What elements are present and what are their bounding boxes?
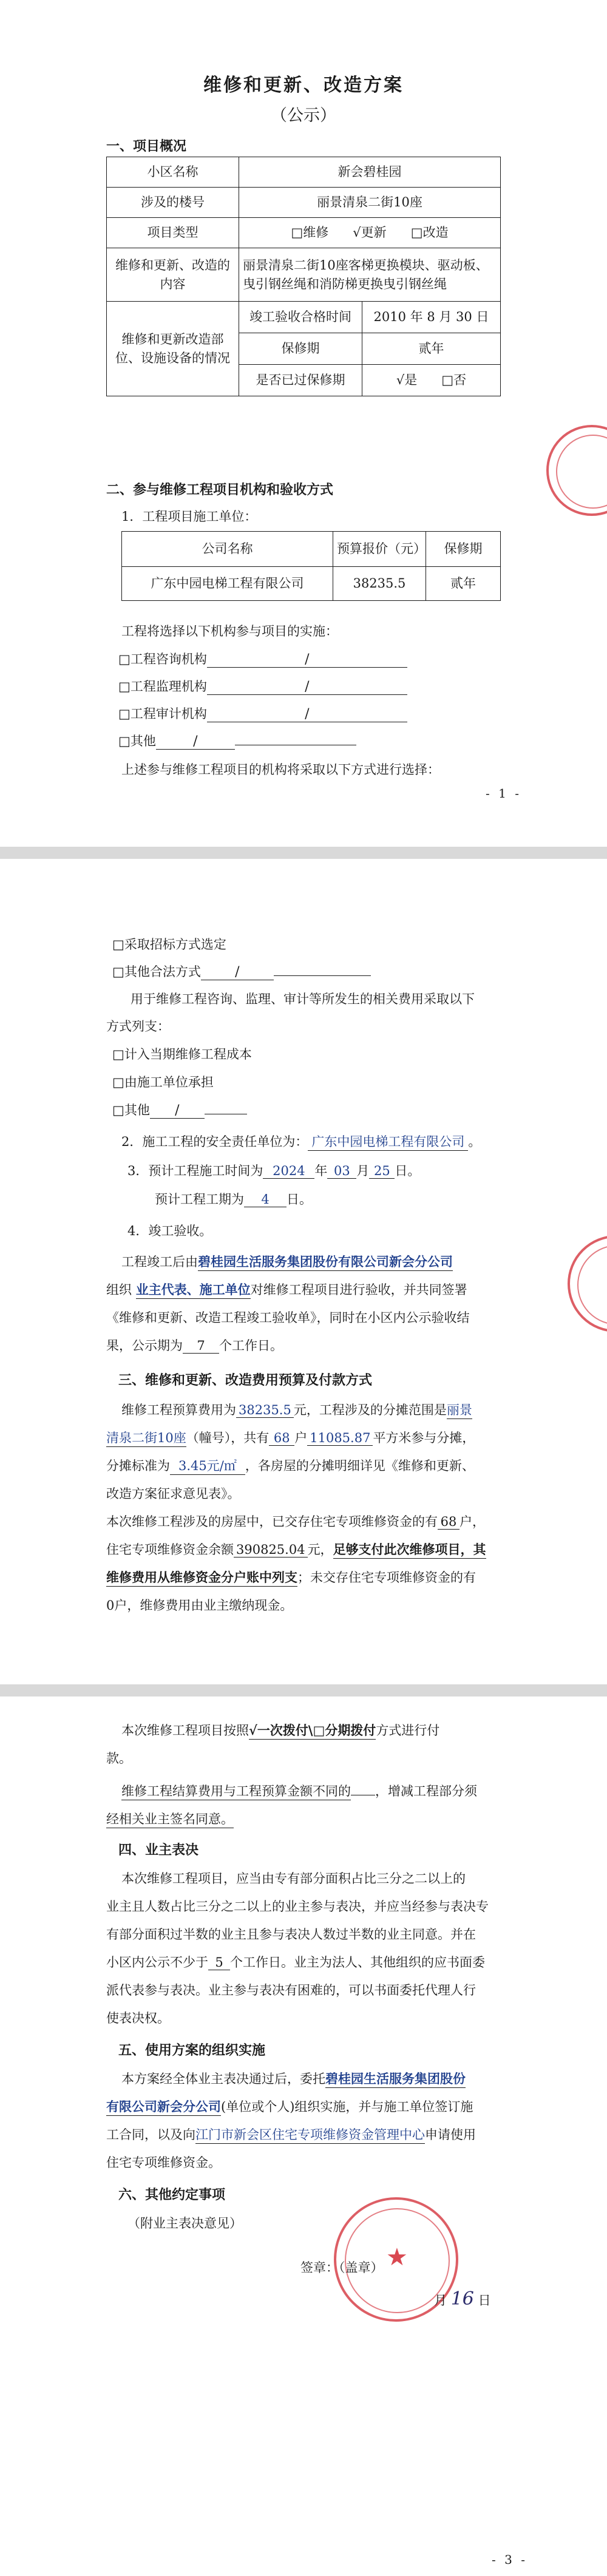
contractor-price: 38235.5 bbox=[333, 567, 426, 601]
budget-line-1: 维修工程预算费用为 38235.5 元，工程涉及的分摊范围是丽景 bbox=[121, 1400, 472, 1419]
budget-line-6: 住宅专项维修资金余额 390825.04 元，足够支付此次维修项目，其 bbox=[106, 1540, 486, 1559]
content-label: 维修和更新、改造的内容 bbox=[107, 248, 239, 302]
contractor-company: 广东中园电梯工程有限公司 bbox=[122, 567, 333, 601]
fee-option-other: □其他 / bbox=[112, 1100, 247, 1119]
item-4-acceptance: 4．竣工验收。 bbox=[127, 1224, 212, 1238]
vote-line-1: 本次维修工程项目，应当由专有部分面积占比三分之二以上的 bbox=[121, 1871, 466, 1886]
section-3-heading: 三、维修和更新、改造费用预算及付款方式 bbox=[118, 1372, 373, 1388]
section-1-heading: 一、项目概况 bbox=[106, 138, 187, 154]
agency-other: □其他 / bbox=[118, 731, 356, 750]
content-value: 丽景清泉二街10座客梯更换模块、驱动板、曳引钢丝绳和消防梯更换曳引钢丝绳 bbox=[239, 248, 501, 302]
vote-line-6: 使表决权。 bbox=[106, 2011, 170, 2025]
document-page-3 bbox=[0, 1696, 607, 2576]
method-tender: □采取招标方式选定 bbox=[112, 937, 226, 952]
type-option-update: √更新 bbox=[353, 225, 387, 240]
type-option-repair: □维修 bbox=[291, 225, 329, 240]
community-value: 新会碧桂园 bbox=[239, 157, 501, 188]
section-4-heading: 四、业主表决 bbox=[118, 1842, 199, 1858]
item-3-duration: 预计工程工期为 4 日。 bbox=[155, 1192, 312, 1207]
agency-audit: □工程审计机构 / bbox=[118, 704, 407, 722]
fee-option-cost: □计入当期维修工程成本 bbox=[112, 1047, 252, 1062]
document-title: 维修和更新、改造方案 bbox=[203, 75, 404, 96]
fee-text-1: 用于维修工程咨询、监理、审计等所发生的相关费用采取以下 bbox=[131, 992, 475, 1006]
warranty-label: 保修期 bbox=[239, 333, 362, 365]
vote-line-2: 业主且人数占比三分之二以上的业主参与表决，并应当经参与表决专 bbox=[106, 1899, 489, 1914]
project-overview-table bbox=[106, 157, 501, 396]
fee-text-2: 方式列支： bbox=[106, 1019, 170, 1034]
official-seal-partial-2 bbox=[568, 1235, 607, 1332]
agency-supervision: □工程监理机构 / bbox=[118, 677, 407, 695]
facility-label: 维修和更新改造部位、设施设备的情况 bbox=[107, 302, 239, 396]
document-subtitle: （公示） bbox=[271, 106, 336, 125]
implement-line-2: 有限公司新会分公司(单位或个人)组织实施，并与施工单位签订施 bbox=[106, 2097, 473, 2116]
item-2-safety: 2．施工工程的安全责任单位为： 广东中园电梯工程有限公司 。 bbox=[121, 1132, 481, 1151]
agency-consulting: □工程咨询机构 / bbox=[118, 649, 407, 668]
fee-option-contractor: □由施工单位承担 bbox=[112, 1075, 214, 1090]
payment-line-2: 款。 bbox=[106, 1751, 132, 1766]
budget-line-8: 0户，维修费用由业主缴纳现金。 bbox=[106, 1598, 293, 1613]
budget-line-5: 本次维修工程涉及的房屋中，已交存住宅专项维修资金的有 68 户， bbox=[106, 1514, 485, 1529]
contractor-header-company: 公司名称 bbox=[122, 532, 333, 567]
signature-date: 月 16 日 bbox=[434, 2288, 491, 2310]
acceptance-label: 竣工验收合格时间 bbox=[239, 302, 362, 333]
expired-label: 是否已过保修期 bbox=[239, 365, 362, 396]
official-seal: ★ bbox=[334, 2197, 458, 2322]
acceptance-para-2: 组织 业主代表、施工单位对维修工程项目进行验收，并共同签署 bbox=[106, 1280, 467, 1299]
signature-line: 签章：（盖章） bbox=[300, 2260, 384, 2275]
settlement-line-2: 经相关业主签名同意。 bbox=[106, 1809, 234, 1828]
implement-line-4: 住宅专项维修资金。 bbox=[106, 2155, 221, 2170]
warranty-value: 贰年 bbox=[362, 333, 501, 365]
page-number-1: - 1 - bbox=[486, 786, 521, 801]
project-type-options bbox=[239, 218, 501, 248]
building-label: 涉及的楼号 bbox=[107, 188, 239, 218]
type-option-renovate: □改造 bbox=[410, 225, 449, 240]
contractor-warranty: 贰年 bbox=[426, 567, 501, 601]
acceptance-value: 2010 年 8 月 30 日 bbox=[362, 302, 501, 333]
acceptance-para-1: 工程竣工后由碧桂园生活服务集团股份有限公司新会分公司 bbox=[121, 1252, 453, 1271]
acceptance-para-4: 果，公示期为 7 个工作日。 bbox=[106, 1338, 283, 1353]
section-2-heading: 二、参与维修工程项目机构和验收方式 bbox=[106, 482, 334, 498]
budget-line-7: 维修费用从维修资金分户账中列支；未交存住宅专项维修资金的有 bbox=[106, 1568, 476, 1587]
method-other: □其他合法方式 / bbox=[112, 962, 371, 980]
budget-line-4: 改造方案征求意见表》。 bbox=[106, 1486, 240, 1501]
attachment-note: （附业主表决意见） bbox=[127, 2216, 242, 2231]
implement-line-3: 工合同，以及向江门市新会区住宅专项维修资金管理中心申请使用 bbox=[106, 2125, 476, 2144]
contractor-header-warranty: 保修期 bbox=[426, 532, 501, 567]
section-5-heading: 五、使用方案的组织实施 bbox=[118, 2042, 266, 2058]
contractor-header-price: 预算报价（元） bbox=[333, 532, 426, 567]
document-page-2 bbox=[0, 859, 607, 1684]
document-page-1 bbox=[0, 0, 607, 847]
item-3-schedule: 3．预计工程施工时间为 2024 年 03 月 25 日。 bbox=[127, 1164, 421, 1178]
expired-yes: √是 bbox=[396, 373, 418, 388]
method-intro: 上述参与维修工程项目的机构将采取以下方式进行选择： bbox=[121, 762, 440, 777]
settlement-line-1: 维修工程结算费用与工程预算金额不同的 ，增减工程部分须 bbox=[121, 1781, 477, 1800]
item-1-label: 1．工程项目施工单位： bbox=[121, 509, 257, 524]
acceptance-para-3: 《维修和更新、改造工程竣工验收单》，同时在小区内公示验收结 bbox=[106, 1310, 470, 1325]
expired-no: □否 bbox=[441, 373, 467, 388]
contractor-table bbox=[121, 531, 501, 601]
vote-line-4: 小区内公示不少于 5 个工作日。业主为法人、其他组织的应书面委 bbox=[106, 1955, 485, 1970]
expired-options bbox=[362, 365, 501, 396]
building-value: 丽景清泉二街10座 bbox=[239, 188, 501, 218]
section-6-heading: 六、其他约定事项 bbox=[118, 2187, 226, 2203]
vote-line-3: 有部分面积过半数的业主且参与表决人数过半数的业主同意。并在 bbox=[106, 1927, 476, 1942]
implement-line-1: 本方案经全体业主表决通过后，委托碧桂园生活服务集团股份 bbox=[121, 2069, 466, 2088]
official-seal-partial bbox=[546, 425, 607, 516]
payment-line-1: 本次维修工程项目按照√一次拨付\□分期拨付方式进行付 bbox=[121, 1721, 439, 1740]
agency-intro: 工程将选择以下机构参与项目的实施： bbox=[121, 624, 338, 639]
vote-line-5: 派代表参与表决。业主参与表决有困难的，可以书面委托代理人行 bbox=[106, 1983, 476, 1998]
budget-line-2: 清泉二街10座（幢号），共有 68 户 11085.87 平方米参与分摊， bbox=[106, 1428, 475, 1447]
community-label: 小区名称 bbox=[107, 157, 239, 188]
project-type-label: 项目类型 bbox=[107, 218, 239, 248]
page-number-3: - 3 - bbox=[492, 2552, 527, 2567]
budget-line-3: 分摊标准为 3.45元/㎡ ，各房屋的分摊明细详见《维修和更新、 bbox=[106, 1456, 475, 1475]
